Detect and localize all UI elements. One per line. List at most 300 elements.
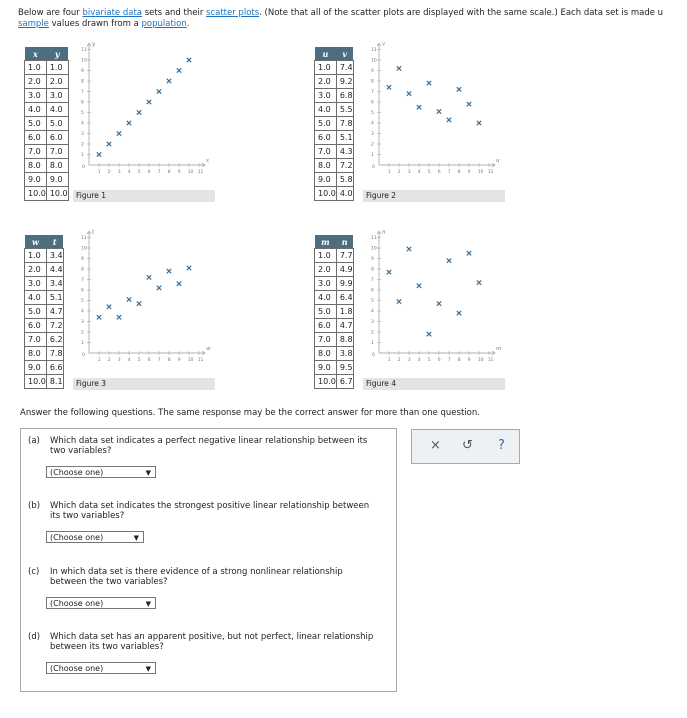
x-tick-label: 5 <box>137 170 141 175</box>
table-cell: 10.0 <box>25 187 47 201</box>
y-tick-label: 9 <box>81 69 84 74</box>
question-text: Which data set indicates the strongest positive linear relationship between its two variables? <box>50 501 370 521</box>
table-row <box>315 187 354 201</box>
x-tick-label: 5 <box>427 170 431 175</box>
table-row <box>315 263 354 277</box>
table-cell: 5.0 <box>315 305 337 319</box>
y-tick-label: 7 <box>371 90 374 95</box>
y-tick-label: 1 <box>81 153 84 158</box>
table-row <box>315 375 354 389</box>
table-cell: 9.0 <box>315 361 337 375</box>
x-tick-label: 1 <box>387 358 391 363</box>
table-cell: 8.0 <box>25 159 47 173</box>
y-tick-label: 4 <box>81 121 84 127</box>
x-tick-label: 4 <box>127 358 131 363</box>
column-header: u <box>315 47 337 61</box>
x-tick-label: 11 <box>197 170 204 175</box>
dropdown-caret-icon: ▼ <box>145 665 151 673</box>
question-label: (d) <box>28 632 41 642</box>
y-tick-label: 6 <box>371 100 374 106</box>
x-tick-label: 7 <box>447 358 451 363</box>
data-point <box>427 332 431 336</box>
y-tick-label: 9 <box>371 257 374 262</box>
x-tick-label: 5 <box>427 358 431 363</box>
y-tick-label: 2 <box>81 330 84 336</box>
data-table <box>314 235 354 389</box>
table-cell: 7.2 <box>336 159 353 173</box>
table-row <box>315 277 354 291</box>
scatter-plot <box>79 41 210 175</box>
table-cell: 6.0 <box>46 131 68 145</box>
table-row <box>315 347 354 361</box>
data-point <box>397 66 401 70</box>
y-tick-label: 2 <box>81 142 84 148</box>
answer-b-select[interactable]: (Choose one) ▼ <box>46 531 144 543</box>
scatter-plots-link[interactable]: scatter plots <box>206 8 260 18</box>
table-cell: 7.0 <box>46 145 68 159</box>
clear-icon[interactable]: × <box>430 438 441 453</box>
column-header: n <box>336 235 353 249</box>
x-tick-label: 5 <box>137 358 141 363</box>
undo-icon[interactable]: ↺ <box>462 438 473 453</box>
table-cell: 7.8 <box>336 117 353 131</box>
table-cell: 5.0 <box>315 117 337 131</box>
y-tick-label: 6 <box>81 288 84 294</box>
table-row <box>25 145 69 159</box>
x-tick-label: 11 <box>197 358 204 363</box>
table-cell: 5.5 <box>336 103 353 117</box>
table-cell: 4.0 <box>315 291 337 305</box>
x-tick-label: 2 <box>397 358 401 363</box>
data-table <box>24 47 69 201</box>
column-header: v <box>336 47 353 61</box>
data-point <box>177 282 181 286</box>
x-axis-name: m <box>496 346 502 352</box>
x-tick-label: 11 <box>487 358 494 363</box>
answer-tools <box>411 429 520 464</box>
x-tick-label: 1 <box>97 170 101 175</box>
table-cell: 5.8 <box>336 173 353 187</box>
y-tick-label: 6 <box>81 100 84 106</box>
table-row <box>25 173 69 187</box>
table-row <box>315 361 354 375</box>
table-cell: 4.0 <box>336 187 353 201</box>
data-point <box>407 247 411 251</box>
data-point <box>467 251 471 255</box>
table-row <box>25 263 64 277</box>
data-point <box>417 105 421 109</box>
x-tick-label: 8 <box>457 170 461 175</box>
table-cell: 7.0 <box>315 333 337 347</box>
data-point <box>157 286 161 290</box>
data-table <box>314 47 354 201</box>
question-text: In which data set is there evidence of a strong nonlinear relationship between the two variables? <box>50 567 343 587</box>
data-point <box>437 109 441 113</box>
answer-a-select[interactable]: (Choose one) ▼ <box>46 466 156 478</box>
table-row <box>25 61 69 75</box>
data-point <box>137 110 141 114</box>
data-point <box>177 68 181 72</box>
x-tick-label: 10 <box>187 358 194 363</box>
y-tick-label: 7 <box>81 90 84 95</box>
figure-label: Figure 2 <box>363 190 505 202</box>
table-cell: 10.0 <box>315 375 337 389</box>
data-point <box>467 102 471 106</box>
origin-label: 0 <box>82 353 85 358</box>
table-cell: 10.0 <box>315 187 337 201</box>
y-tick-label: 7 <box>81 278 84 283</box>
table-row <box>25 159 69 173</box>
table-cell: 4.3 <box>336 145 353 159</box>
figure-label: Figure 1 <box>73 190 215 202</box>
x-tick-label: 2 <box>107 170 111 175</box>
table-cell: 7.0 <box>315 145 337 159</box>
table-cell: 2.0 <box>315 75 337 89</box>
y-axis-name: y <box>92 41 96 48</box>
table-row <box>25 89 69 103</box>
table-cell: 6.8 <box>336 89 353 103</box>
x-tick-label: 4 <box>417 358 421 363</box>
table-cell: 6.4 <box>336 291 353 305</box>
help-icon[interactable]: ? <box>498 438 505 453</box>
table-cell: 4.0 <box>315 103 337 117</box>
figure-label: Figure 4 <box>363 378 505 390</box>
table-cell: 4.0 <box>46 103 68 117</box>
column-header: x <box>25 47 47 61</box>
x-tick-label: 7 <box>157 170 161 175</box>
table-cell: 3.0 <box>46 89 68 103</box>
table-cell: 1.0 <box>25 249 47 263</box>
y-axis-name: n <box>382 229 386 236</box>
table-row <box>315 319 354 333</box>
data-point <box>147 275 151 279</box>
question-label: (b) <box>28 501 41 511</box>
table-cell: 4.7 <box>336 319 353 333</box>
question-label: (a) <box>28 436 40 446</box>
data-point <box>397 299 401 303</box>
dropdown-caret-icon: ▼ <box>145 469 151 477</box>
y-tick-label: 3 <box>371 320 374 325</box>
y-tick-label: 5 <box>81 111 84 116</box>
table-row <box>315 89 354 103</box>
origin-label: 0 <box>372 353 375 358</box>
table-cell: 6.0 <box>315 131 337 145</box>
scatter-plot <box>79 229 211 363</box>
x-tick-label: 6 <box>437 358 441 363</box>
x-tick-label: 3 <box>407 358 411 363</box>
table-cell: 3.0 <box>25 277 47 291</box>
answer-d-select[interactable]: (Choose one) ▼ <box>46 662 156 674</box>
table-cell: 8.8 <box>336 333 353 347</box>
column-header: w <box>25 235 47 249</box>
population-link[interactable]: population <box>141 18 187 29</box>
table-row <box>315 291 354 305</box>
table-row <box>315 333 354 347</box>
x-tick-label: 2 <box>107 358 111 363</box>
table-row <box>315 159 354 173</box>
scatter-plot <box>369 41 500 175</box>
table-row <box>25 103 69 117</box>
table-cell: 7.0 <box>25 333 47 347</box>
y-tick-label: 1 <box>371 153 374 158</box>
table-cell: 7.2 <box>46 319 63 333</box>
questions-box <box>20 428 397 692</box>
data-point <box>127 121 131 125</box>
table-row <box>315 103 354 117</box>
table-cell: 5.1 <box>336 131 353 145</box>
table-row <box>25 361 64 375</box>
y-tick-label: 8 <box>81 79 84 85</box>
y-tick-label: 3 <box>371 132 374 137</box>
data-point <box>427 81 431 85</box>
table-row <box>315 61 354 75</box>
x-tick-label: 9 <box>177 358 181 363</box>
x-tick-label: 9 <box>177 170 181 175</box>
x-tick-label: 8 <box>457 358 461 363</box>
x-axis-name: u <box>496 158 500 164</box>
y-axis-name: v <box>382 41 386 48</box>
table-cell: 6.6 <box>46 361 63 375</box>
table-cell: 6.2 <box>46 333 63 347</box>
x-tick-label: 10 <box>477 170 484 175</box>
x-tick-label: 10 <box>187 170 194 175</box>
table-cell: 1.0 <box>315 249 337 263</box>
table-row <box>315 75 354 89</box>
table-cell: 7.8 <box>46 347 63 361</box>
table-cell: 3.0 <box>315 89 337 103</box>
table-row <box>315 173 354 187</box>
y-tick-label: 2 <box>371 330 374 336</box>
table-cell: 4.4 <box>46 263 63 277</box>
y-tick-label: 4 <box>371 309 374 315</box>
origin-label: 0 <box>82 165 85 170</box>
y-tick-label: 3 <box>81 320 84 325</box>
table-row <box>25 291 64 305</box>
table-row <box>25 319 64 333</box>
x-tick-label: 1 <box>97 358 101 363</box>
data-point <box>117 131 121 135</box>
data-point <box>457 311 461 315</box>
table-row <box>25 347 64 361</box>
answer-c-select[interactable]: (Choose one) ▼ <box>46 597 156 609</box>
y-tick-label: 11 <box>81 236 87 241</box>
column-header: y <box>46 47 68 61</box>
data-point <box>457 87 461 91</box>
y-tick-label: 5 <box>371 111 374 116</box>
table-cell: 1.0 <box>25 61 47 75</box>
table-cell: 10.0 <box>46 187 68 201</box>
x-axis-name: x <box>206 158 210 164</box>
table-cell: 8.0 <box>315 159 337 173</box>
table-cell: 7.0 <box>25 145 47 159</box>
table-cell: 2.0 <box>25 75 47 89</box>
table-row <box>25 375 64 389</box>
y-tick-label: 7 <box>371 278 374 283</box>
x-tick-label: 7 <box>447 170 451 175</box>
table-row <box>25 305 64 319</box>
sample-link[interactable]: sample <box>18 18 49 29</box>
table-row <box>315 131 354 145</box>
y-tick-label: 8 <box>371 267 374 273</box>
table-row <box>25 131 69 145</box>
table-cell: 9.5 <box>336 361 353 375</box>
table-cell: 6.0 <box>315 319 337 333</box>
x-tick-label: 3 <box>407 170 411 175</box>
table-cell: 1.8 <box>336 305 353 319</box>
y-tick-label: 5 <box>371 299 374 304</box>
y-tick-label: 8 <box>371 79 374 85</box>
column-header: t <box>46 235 63 249</box>
data-point <box>137 301 141 305</box>
table-cell: 4.9 <box>336 263 353 277</box>
table-cell: 3.4 <box>46 249 63 263</box>
data-point <box>407 91 411 95</box>
question-label: (c) <box>28 567 40 577</box>
y-tick-label: 10 <box>81 58 87 64</box>
data-point <box>107 142 111 146</box>
y-axis-name: t <box>92 229 95 236</box>
table-cell: 1.0 <box>315 61 337 75</box>
x-tick-label: 11 <box>487 170 494 175</box>
table-cell: 3.8 <box>336 347 353 361</box>
x-tick-label: 10 <box>477 358 484 363</box>
figure-label: Figure 3 <box>73 378 215 390</box>
x-tick-label: 6 <box>147 170 151 175</box>
table-cell: 6.0 <box>25 131 47 145</box>
data-point <box>97 315 101 319</box>
table-row <box>315 145 354 159</box>
origin-label: 0 <box>372 165 375 170</box>
y-tick-label: 1 <box>81 341 84 346</box>
y-tick-label: 10 <box>371 58 377 64</box>
table-cell: 9.0 <box>25 173 47 187</box>
table-cell: 1.0 <box>46 61 68 75</box>
table-row <box>315 249 354 263</box>
x-tick-label: 1 <box>387 170 391 175</box>
x-tick-label: 6 <box>147 358 151 363</box>
data-point <box>417 284 421 288</box>
x-tick-label: 2 <box>397 170 401 175</box>
data-point <box>387 85 391 89</box>
x-tick-label: 6 <box>437 170 441 175</box>
y-tick-label: 10 <box>81 246 87 252</box>
data-point <box>147 100 151 104</box>
data-point <box>437 301 441 305</box>
y-tick-label: 2 <box>371 142 374 148</box>
table-row <box>25 187 69 201</box>
data-table <box>24 235 64 389</box>
data-point <box>107 305 111 309</box>
y-tick-label: 4 <box>81 309 84 315</box>
question-text: Which data set has an apparent positive, but not perfect, linear relationship between its two variables? <box>50 632 374 652</box>
table-cell: 3.0 <box>25 89 47 103</box>
x-tick-label: 9 <box>467 170 471 175</box>
x-tick-label: 3 <box>117 170 121 175</box>
x-tick-label: 8 <box>167 358 171 363</box>
data-point <box>167 79 171 83</box>
table-cell: 10.0 <box>25 375 47 389</box>
scatter-plot <box>369 229 502 363</box>
dropdown-caret-icon: ▼ <box>145 600 151 608</box>
table-cell: 2.0 <box>315 263 337 277</box>
table-cell: 8.0 <box>46 159 68 173</box>
x-tick-label: 7 <box>157 358 161 363</box>
x-tick-label: 3 <box>117 358 121 363</box>
dropdown-caret-icon: ▼ <box>133 534 139 542</box>
x-tick-label: 9 <box>467 358 471 363</box>
x-tick-label: 4 <box>127 170 131 175</box>
y-tick-label: 6 <box>371 288 374 294</box>
table-cell: 9.0 <box>25 361 47 375</box>
y-tick-label: 9 <box>81 257 84 262</box>
table-cell: 3.0 <box>315 277 337 291</box>
table-cell: 8.0 <box>25 347 47 361</box>
table-row <box>25 333 64 347</box>
table-cell: 9.0 <box>315 173 337 187</box>
data-point <box>117 315 121 319</box>
x-tick-label: 4 <box>417 170 421 175</box>
y-tick-label: 1 <box>371 341 374 346</box>
table-row <box>25 117 69 131</box>
data-point <box>167 269 171 273</box>
table-row <box>315 305 354 319</box>
bivariate-data-link[interactable]: bivariate data <box>82 8 142 18</box>
table-cell: 8.0 <box>315 347 337 361</box>
y-tick-label: 4 <box>371 121 374 127</box>
y-tick-label: 9 <box>371 69 374 74</box>
table-cell: 6.7 <box>336 375 353 389</box>
table-row <box>315 117 354 131</box>
table-cell: 2.0 <box>25 263 47 277</box>
y-tick-label: 10 <box>371 246 377 252</box>
data-point <box>477 121 481 125</box>
table-cell: 2.0 <box>46 75 68 89</box>
table-cell: 3.4 <box>46 277 63 291</box>
intro-text: Below are four bivariate data sets and their scatter plots. (Note that all of the scatter plots are displayed with the same scale.) Each data set is made u sample values drawn from a population. <box>18 8 664 29</box>
table-row <box>25 75 69 89</box>
table-cell: 5.0 <box>25 305 47 319</box>
question-text: Which data set indicates a perfect negative linear relationship between its two variables? <box>50 436 368 456</box>
table-cell: 8.1 <box>46 375 63 389</box>
table-cell: 5.0 <box>46 117 68 131</box>
data-point <box>157 89 161 93</box>
data-point <box>127 297 131 301</box>
y-tick-label: 3 <box>81 132 84 137</box>
table-cell: 4.0 <box>25 291 47 305</box>
table-row <box>25 277 64 291</box>
data-point <box>187 266 191 270</box>
data-point <box>447 118 451 122</box>
table-cell: 7.4 <box>336 61 353 75</box>
data-point <box>447 258 451 262</box>
table-cell: 9.2 <box>336 75 353 89</box>
table-cell: 9.0 <box>46 173 68 187</box>
table-cell: 7.7 <box>336 249 353 263</box>
table-cell: 4.0 <box>25 103 47 117</box>
y-tick-label: 11 <box>81 48 87 53</box>
table-row <box>25 249 64 263</box>
y-tick-label: 11 <box>371 236 377 241</box>
data-point <box>187 58 191 62</box>
y-tick-label: 11 <box>371 48 377 53</box>
data-point <box>477 280 481 284</box>
x-axis-name: w <box>206 346 211 352</box>
table-cell: 5.1 <box>46 291 63 305</box>
y-tick-label: 8 <box>81 267 84 273</box>
y-tick-label: 5 <box>81 299 84 304</box>
table-cell: 4.7 <box>46 305 63 319</box>
table-cell: 9.9 <box>336 277 353 291</box>
